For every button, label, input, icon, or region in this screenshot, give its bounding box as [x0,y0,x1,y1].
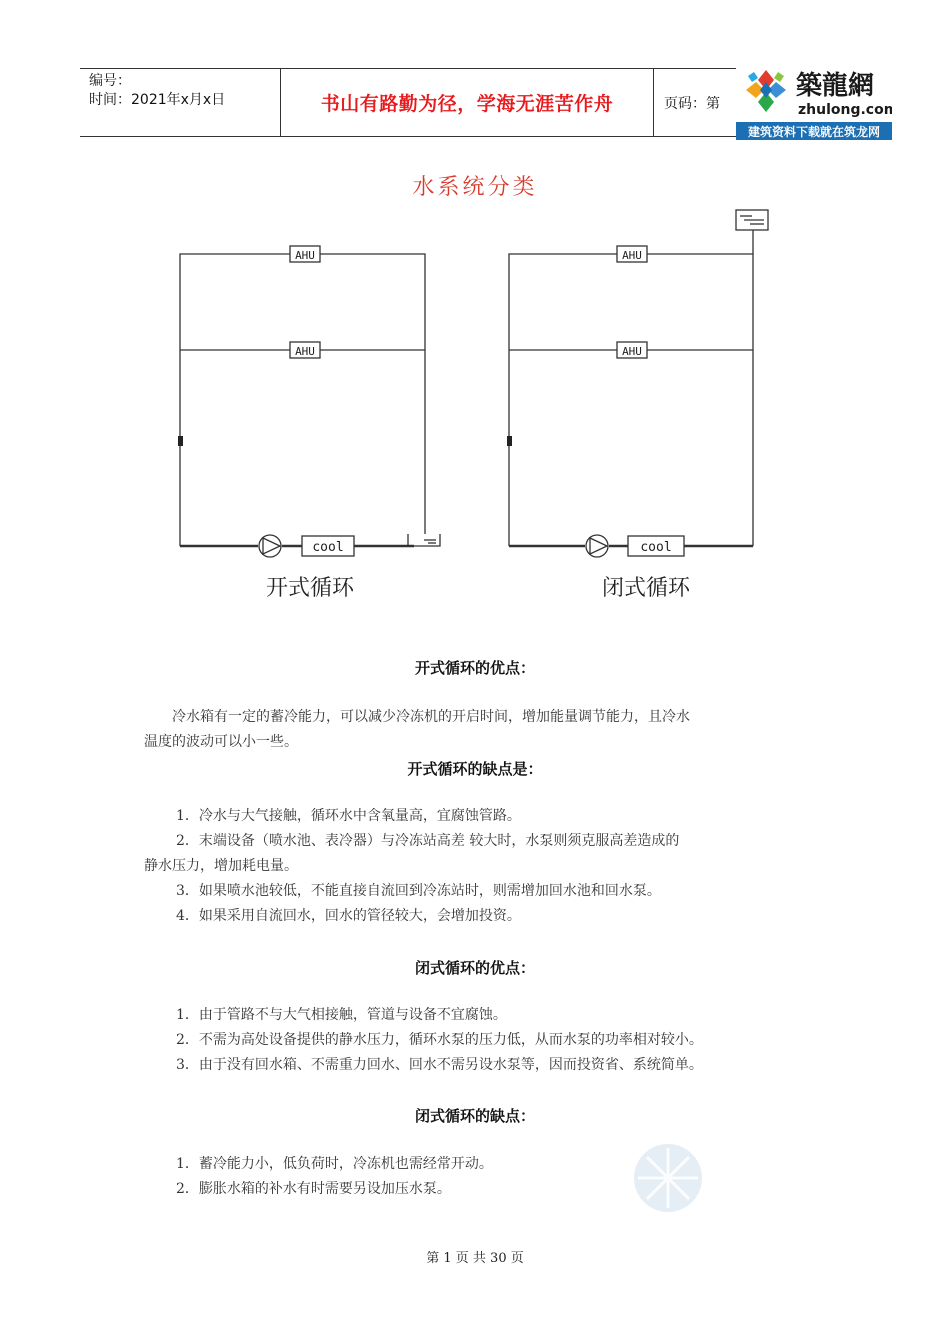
valve-icon [507,436,512,446]
list-item: 4．如果采用自流回水，回水的管径较大，会增加投资。 [176,908,521,924]
document-header [80,68,736,137]
closed-circuit-diagram [509,210,768,557]
motto: 书山有路勤为径，学海无涯苦作舟 [281,69,654,136]
cool-label: cool [312,540,344,555]
closed-disadvantages-heading: 闭式循环的缺点： [414,1107,535,1125]
closed-circuit-caption: 闭式循环 [601,576,691,601]
ahu-label: AHU [622,345,642,358]
valve-icon [178,436,183,446]
time-label: 时间：2021年x月x日 [89,92,226,108]
open-advantages-line-2: 温度的波动可以小一些。 [144,734,298,750]
cool-label: cool [640,540,672,555]
list-item: 3．由于没有回水箱、不需重力回水、回水不需另设水泵等，因而投资省、系统简单。 [176,1057,703,1073]
water-system-diagram [0,200,950,610]
number-label: 编号： [89,73,131,89]
open-circuit-diagram [180,246,440,557]
open-advantages-heading: 开式循环的优点： [414,659,535,677]
page-title: 水系统分类 [412,175,538,200]
open-disadvantages-heading: 开式循环的缺点是： [407,760,543,778]
header-info-cell [80,69,281,136]
ahu-label: AHU [622,249,642,262]
pump-icon [586,535,608,557]
logo-brand-en: zhulong.com [798,102,892,118]
list-item: 2．膨胀水箱的补水有时需要另设加压水泵。 [176,1181,451,1197]
list-item: 1．蓄冷能力小，低负荷时，冷冻机也需经常开动。 [176,1156,493,1172]
page-label: 页码：第 [664,95,720,112]
pump-icon [259,535,281,557]
ahu-label: AHU [295,249,315,262]
ahu-label: AHU [295,345,315,358]
list-item: 3．如果喷水池较低，不能直接自流回到冷冻站时，则需增加回水池和回水泵。 [176,883,661,899]
open-circuit-caption: 开式循环 [265,576,355,601]
zhulong-logo [736,66,892,142]
list-item: 2．末端设备（喷水池、表冷器）与冷冻站高差 较大时，水泵则须克服高差造成的 [176,833,680,849]
snowflake-logo-icon [746,70,786,112]
open-advantages-line-1: 冷水箱有一定的蓄冷能力，可以减少冷冻机的开启时间，增加能量调节能力，且冷水 [172,709,690,725]
list-item: 静水压力，增加耗电量。 [144,858,298,874]
list-item: 1．冷水与大气接触，循环水中含氧量高，宜腐蚀管路。 [176,808,521,824]
list-item: 1．由于管路不与大气相接触，管道与设备不宜腐蚀。 [176,1007,507,1023]
logo-brand-cn: 築龍網 [796,71,875,101]
page-footer: 第 1 页 共 30 页 [426,1251,524,1266]
list-item: 2．不需为高处设备提供的静水压力，循环水泵的压力低，从而水泵的功率相对较小。 [176,1032,703,1048]
logo-slogan: 建筑资料下载就在筑龙网 [747,125,881,139]
watermark-snowflake-icon [628,1138,708,1218]
closed-advantages-heading: 闭式循环的优点： [414,959,535,977]
